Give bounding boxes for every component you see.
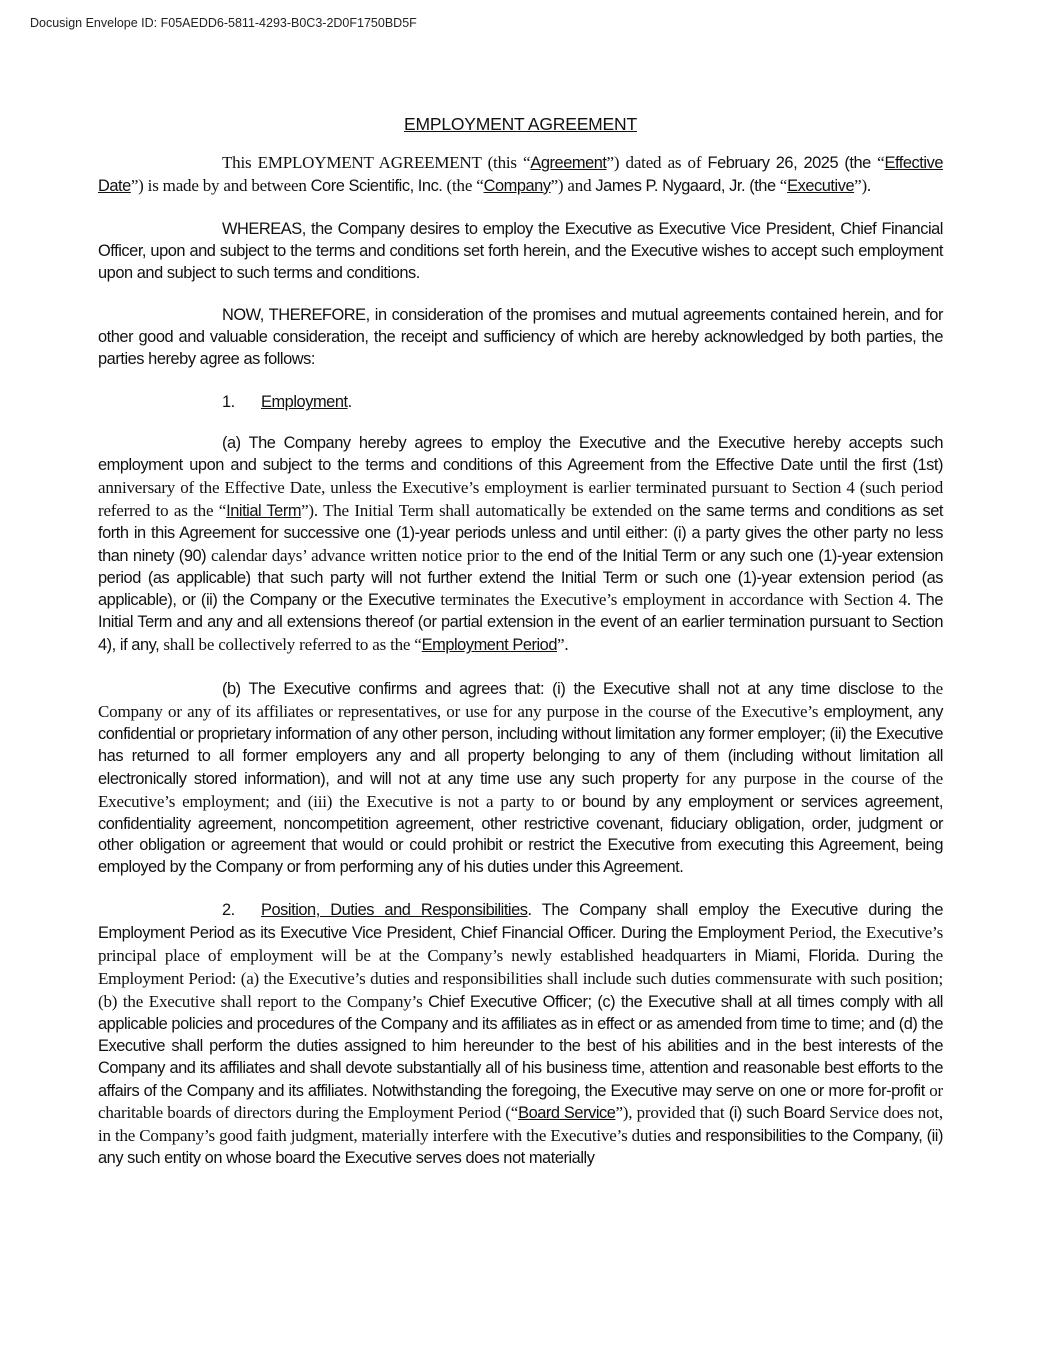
defined-term-employment-period: Employment Period	[421, 636, 558, 655]
defined-term-effective-date: Effective Date	[98, 153, 944, 195]
defined-term-board-service: Board Service	[518, 1104, 616, 1123]
section-2-heading: Position, Duties and Responsibilities	[261, 901, 528, 920]
section-1-heading: 1. Employment.	[222, 393, 352, 412]
defined-term-initial-term: Initial Term	[226, 501, 302, 520]
whereas-paragraph: WHEREAS, the Company desires to employ the Executive as Executive Vice President, Chief Financial Officer, upon and subject to the terms and conditions set forth herein, and the Executive wishes to accept such employment upon and subject to such terms and conditions.	[98, 219, 943, 282]
section-1a-paragraph: (a) The Company hereby agrees to employ the Executive and the Executive hereby accepts such employment upon and subject to the terms and conditions of this Agreement from the Effective Date until the first (1st) anniversary of the Effective Date, unless the Executive’s employment is earlier terminated pursuant to Section 4 (such period referred to as the “Initial Term”). The Initial Term shall automatically be extended on the same terms and conditions as set forth in this Agreement for successive one (1)-year periods unless and until either: (i) a party gives the other party no less than ninety (90) calendar days’ advance written notice prior to the end of the Initial Term or any such one (1)-year extension period (as applicable) that such party will not further extend the Initial Term or such one (1)-year extension period (as applicable), or (ii) the Company or the Executive terminates the Executive’s employment in accordance with Section 4. The Initial Term and any and all extensions thereof (or partial extension in the event of an earlier termination pursuant to Section 4), if any, shall be collectively referred to as the “Employment Period”.	[98, 434, 943, 655]
docusign-envelope-id: Docusign Envelope ID: F05AEDD6-5811-4293-B0C3-2D0F1750BD5F	[30, 16, 417, 30]
defined-term-agreement: Agreement	[530, 153, 607, 172]
company-name: Core Scientific, Inc.	[310, 176, 447, 195]
executive-name: James P. Nygaard, Jr. (the	[595, 176, 776, 195]
defined-term-company: Company	[483, 176, 551, 195]
section-1b-paragraph: (b) The Executive confirms and agrees that: (i) the Executive shall not at any time disclose to the Company or any of its affiliates or representatives, or use for any purpose in the course of the Executive’s employment, any confidential or proprietary information of any other person, including without limitation any former employer; (ii) the Executive has returned to all former employers any and all property belonging to any of them (including without limitation all electronically stored information), and will not at any time use any such property for any purpose in the course of the Executive’s employment; and (iii) the Executive is not a party to or bound by any employment or services agreement, confidentiality agreement, noncompetition agreement, other restrictive covenant, fiduciary obligation, order, judgment or other obligation or agreement that would or could prohibit or restrict the Executive from executing this Agreement, being employed by the Company or from performing any of his duties under this Agreement.	[98, 679, 943, 877]
defined-term-executive: Executive	[787, 176, 855, 195]
section-2-paragraph: 2. Position, Duties and Responsibilities. The Company shall employ the Executive during the Employment Period as its Executive Vice President, Chief Financial Officer. During the Employment Period, the Executive’s principal place of employment will be at the Company’s newly established headquarters in Miami, Florida. During the Employment Period: (a) the Executive’s duties and responsibilities shall include such duties commensurate with such position; (b) the Executive shall report to the Company’s Chief Executive Officer; (c) the Executive shall at all times comply with all applicable policies and procedures of the Company and its affiliates as in effect or as amended from time to time; and (d) the Executive shall perform the duties assigned to him hereunder to the best of his abilities and in the best interests of the Company and its affiliates and shall devote substantially all of his business time, attention and reasonable best efforts to the affairs of the Company and its affiliates. Notwithstanding the foregoing, the Executive may serve on one or more for-profit or charitable boards of directors during the Employment Period (“Board Service”), provided that (i) such Board Service does not, in the Company’s good faith judgment, materially interfere with the Executive’s duties and responsibilities to the Company, (ii) any such entity on whose board the Executive serves does not materially	[98, 901, 944, 1168]
document-title: EMPLOYMENT AGREEMENT	[404, 114, 637, 134]
now-therefore-paragraph: NOW, THEREFORE, in consideration of the promises and mutual agreements contained herein, and for other good and valuable consideration, the receipt and sufficiency of which are hereby acknowledged by both parties, the parties hereby agree as follows:	[98, 306, 943, 369]
agreement-date: February 26, 2025 (the	[707, 153, 871, 172]
intro-paragraph: This EMPLOYMENT AGREEMENT (this “Agreement”) dated as of February 26, 2025 (the “Effective Date”) is made by and between Core Scientific, Inc. (the “Company”) and James P. Nygaard, Jr. (the “Executive”).	[98, 152, 944, 195]
document-page	[98, 112, 943, 1191]
